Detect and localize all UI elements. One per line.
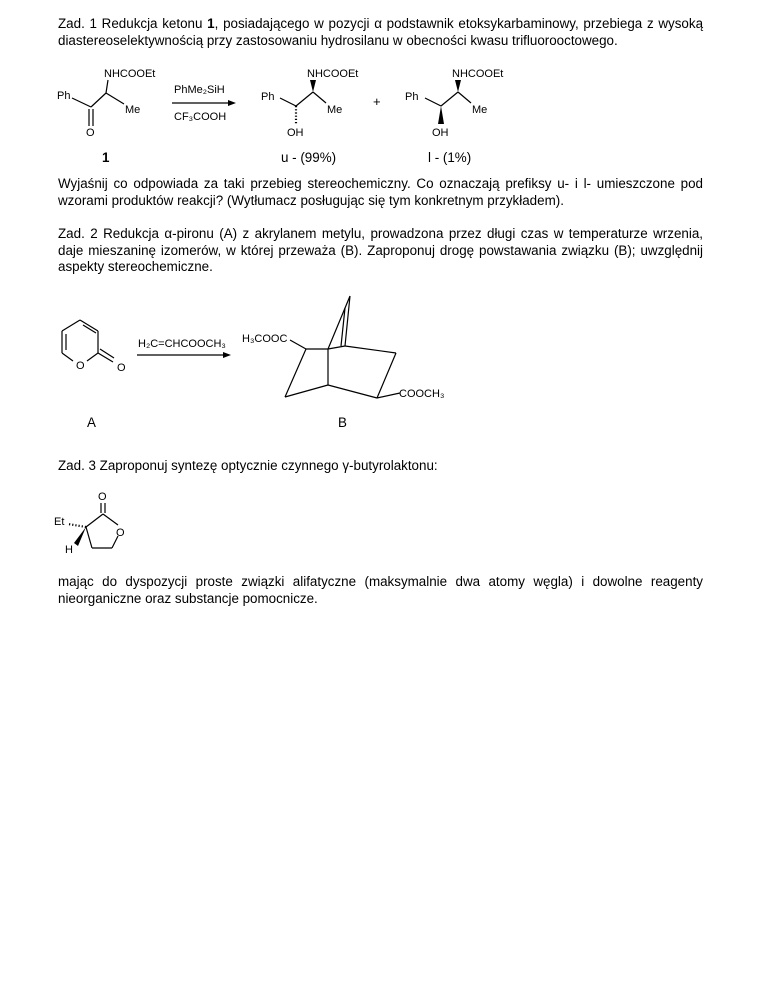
reagent-tfa: CF₃COOH — [174, 111, 227, 123]
ester-left: H₃COOC — [242, 333, 288, 345]
task3-conditions: mając do dyspozycji proste związki alifatyczne (maksymalnie dwa atomy węgla) i dowolne reagenty nieorganiczne oraz substancje pomocnicze. — [58, 574, 703, 606]
l-ph: Ph — [405, 91, 419, 103]
u-nhcooet: NHCOOEt — [307, 68, 359, 80]
l-me: Me — [472, 104, 488, 116]
label-1: 1 — [102, 150, 110, 165]
lactone-et: Et — [54, 516, 65, 528]
u-me: Me — [327, 104, 343, 116]
lactone-ring-o: O — [116, 527, 125, 539]
plus-sign: + — [373, 94, 381, 109]
task2-text: Zad. 2 Redukcja α-pironu (A) z akrylanem metylu, prowadzona przez długi czas w temperaturze wrzenia, daje mieszaninę izomerów, w której przeważa (B). Zaproponuj drogę powstawania związku (B); uwzględnij aspekty stereochemiczne. — [58, 226, 703, 274]
c1-o: O — [86, 127, 95, 139]
c1-ph: Ph — [57, 90, 71, 102]
task1-question: Wyjaśnij co odpowiada za taki przebieg stereochemiczny. Co oznaczają prefiksy u- i l- umieszczone pod wzorami produktów reakcji? (Wytłumacz posługując się tym konkretnym przykładem). — [58, 176, 703, 208]
label-u: u - (99%) — [281, 150, 337, 165]
u-oh: OH — [287, 127, 304, 139]
reagent-silane: PhMe₂SiH — [174, 84, 225, 96]
c1-nhcooet: NHCOOEt — [104, 68, 156, 80]
lactone-h: H — [65, 544, 73, 556]
pyrone-carbonyl-o: O — [117, 362, 126, 374]
label-l: l - (1%) — [428, 150, 472, 165]
c1-me: Me — [125, 104, 141, 116]
label-a: A — [87, 415, 96, 430]
task1-intro-text-2: , posiadającego w pozycji α podstawnik etoksykarbaminowy, przebiega z wysoką diastereoselektywnością przy zastosowaniu hydrosilanu w obecności kwasu trifluorooctowego. — [58, 16, 704, 48]
l-nhcooet: NHCOOEt — [452, 68, 504, 80]
l-oh: OH — [432, 127, 449, 139]
reagent-acrylate: H₂C=CHCOOCH₃ — [138, 338, 226, 350]
task1-intro-text: Zad. 1 Redukcja ketonu — [58, 16, 208, 31]
ester-right: COOCH₃ — [399, 388, 445, 400]
u-ph: Ph — [261, 91, 275, 103]
label-b: B — [338, 415, 347, 430]
ketone-number: 1 — [207, 16, 215, 31]
pyrone-ring-o: O — [76, 360, 85, 372]
lactone-carbonyl-o: O — [98, 491, 107, 503]
task3-intro: Zad. 3 Zaproponuj syntezę optycznie czynnego γ-butyrolaktonu: — [58, 458, 438, 473]
